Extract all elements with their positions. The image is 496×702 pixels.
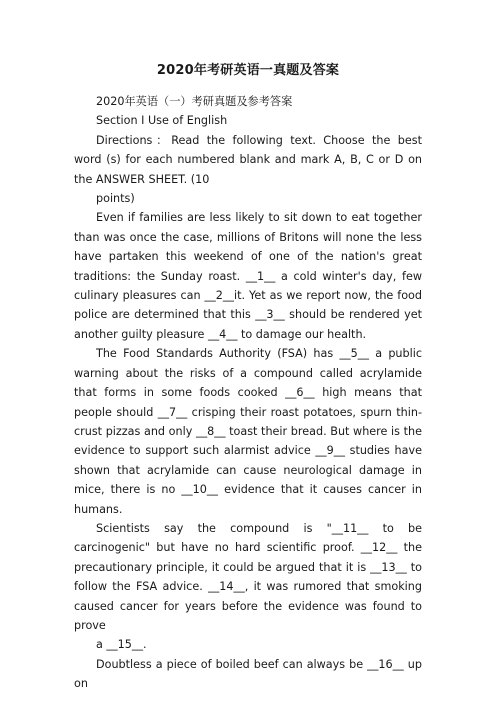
paragraph-section-heading: Section I Use of English	[96, 114, 228, 128]
paragraph-points: points)	[96, 192, 135, 206]
paragraph-body-1: Even if families are less likely to sit down to eat together than was once the case, millions of Britons will none the less have partaken this weekend of one of the nation's great traditions: the Sunday roast. __1__ a cold winter's day, few culinary pleasures can __2__it. Yet as we report now, the food police are determined that this __3__ should be rendered yet another guilty pleasure __4__ to damage our health.	[74, 211, 422, 341]
paragraph-body-3-continued: a __15__.	[96, 638, 147, 652]
document-body	[74, 92, 422, 694]
paragraph-body-2: The Food Standards Authority (FSA) has __5__ a public warning about the risks of a compound called acrylamide that forms in some foods cooked __6__ high means that people should __7__ crisping their roast potatoes, spurn thin-crust pizzas and only __8__ toast their bread. But where is the evidence to support such alarmist advice __9__ studies have shown that acrylamide can cause neurological damage in mice, there is no __10__ evidence that it causes cancer in humans.	[74, 347, 422, 516]
paragraph-directions: Directions：Read the following text. Choose the best word (s) for each numbered blank and mark A, B, C or D on the ANSWER SHEET. (10	[74, 133, 422, 186]
paragraph-body-3: Scientists say the compound is "__11__ to be carcinogenic" but have no hard scientific proof. __12__ the precautionary principle, it could be argued that it is __13__ to follow the FSA advice. __14__, it was rumored that smoking caused cancer for years before the evidence was found to prove	[74, 521, 422, 632]
paragraph-body-4: Doubtless a piece of boiled beef can always be __16__ up on	[74, 657, 422, 691]
document-page	[74, 0, 422, 694]
paragraph-subtitle: 2020年英语（一）考研真题及参考答案	[96, 95, 293, 108]
document-title: 2020年考研英语一真题及答案	[156, 63, 340, 78]
